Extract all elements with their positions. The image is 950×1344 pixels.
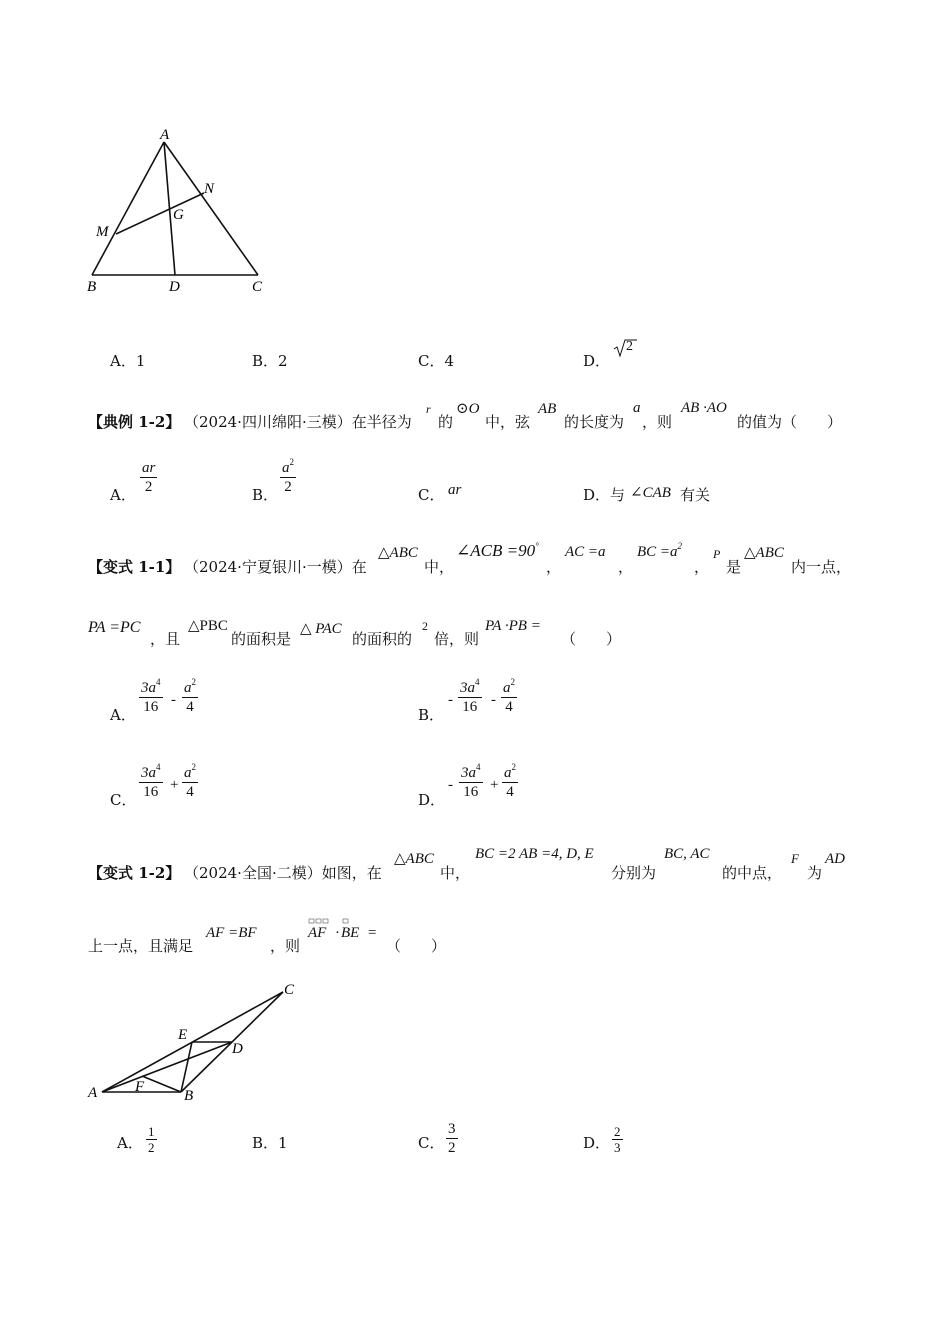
q2-pa-pc: PA =PC xyxy=(88,619,141,636)
q3-afbf: AF =BF xyxy=(206,925,257,941)
vector-label: BE xyxy=(341,925,360,941)
option-prefix: D． xyxy=(583,1134,611,1152)
q2-t2: 是 xyxy=(726,558,742,576)
vector-arrow-icon xyxy=(308,918,332,924)
numerator xyxy=(501,679,517,698)
numerator xyxy=(139,764,163,783)
fraction-1 xyxy=(458,679,482,716)
exponent: 4 xyxy=(475,677,480,687)
q2-ac: AC =a xyxy=(565,544,606,560)
degree-sign: ° xyxy=(535,541,539,551)
option-prefix: C． xyxy=(418,1134,445,1152)
label-E: E xyxy=(178,1027,188,1043)
q1-t2: 中，弦 xyxy=(485,413,531,431)
q3-t1: 中， xyxy=(440,864,471,882)
denominator: 16 xyxy=(463,784,479,800)
numerator xyxy=(139,679,163,698)
q2-comma3: ， xyxy=(694,558,710,576)
option-expr: ∠CAB xyxy=(630,485,671,501)
label-A: A xyxy=(160,127,170,143)
q2-comma1: ， xyxy=(546,558,562,576)
q2-t1: 中， xyxy=(424,558,455,576)
fraction-1 xyxy=(459,764,483,801)
option-prefix: D．与 xyxy=(583,486,626,504)
q2-stem-line2 xyxy=(88,612,868,648)
q0-option-b[interactable]: B．2 xyxy=(252,352,288,370)
numerator xyxy=(458,679,482,698)
label-C: C xyxy=(284,982,295,998)
denominator: 16 xyxy=(143,784,159,800)
q3-option-b[interactable]: B．1 xyxy=(252,1134,288,1152)
numerator xyxy=(182,679,198,698)
q3-source: （2024·全国·二模）如图，在 xyxy=(184,864,382,882)
numerator-base: 3a xyxy=(141,680,156,696)
numerator xyxy=(280,459,296,478)
denominator: 2 xyxy=(284,479,292,495)
fraction-2 xyxy=(182,679,198,716)
fraction-2 xyxy=(502,764,518,801)
q1-t3: 的长度为 xyxy=(564,413,625,431)
q1-source: （2024·四川绵阳·三模）在半径为 xyxy=(184,413,412,431)
q3-tri: △ABC xyxy=(394,851,434,867)
denominator: 16 xyxy=(143,699,159,715)
q2-option-c[interactable] xyxy=(110,763,260,811)
exponent: 2 xyxy=(511,762,516,772)
triangle-figure-2 xyxy=(80,975,310,1110)
q2-t4: ，且 xyxy=(150,630,181,648)
numerator-base: a xyxy=(504,765,512,781)
q1-r: r xyxy=(426,402,431,416)
exponent: 2 xyxy=(191,677,196,687)
q0-option-c[interactable]: C．4 xyxy=(418,352,455,370)
q2-t3: 内一点， xyxy=(791,558,852,576)
q2-source: （2024·宁夏银川·一模）在 xyxy=(184,558,367,576)
q1-a: a xyxy=(633,400,641,416)
denominator: 4 xyxy=(505,699,513,715)
operator: + xyxy=(490,777,499,793)
q0-option-d[interactable] xyxy=(583,338,643,370)
label-C: C xyxy=(252,279,263,295)
q2-tri: △ABC xyxy=(378,545,418,561)
label-F: F xyxy=(135,1079,145,1095)
triangle-figure-1 xyxy=(80,120,280,300)
numerator-base: 3a xyxy=(461,765,476,781)
q2-two: 2 xyxy=(422,619,428,633)
label-B: B xyxy=(184,1088,194,1104)
exponent: 2 xyxy=(289,457,294,467)
denominator: 2 xyxy=(448,1140,456,1156)
q3-stem-line1 xyxy=(88,845,868,881)
numerator-base: 3a xyxy=(141,765,156,781)
denominator: 16 xyxy=(462,699,478,715)
operator: - xyxy=(491,692,496,708)
option-suffix: 有关 xyxy=(680,486,711,504)
q2-t5: 的面积是 xyxy=(231,630,292,648)
q3-option-c[interactable] xyxy=(418,1120,478,1160)
q3-stem-line2 xyxy=(88,918,868,954)
q3-tag: 【变式 1-2】 xyxy=(88,864,181,882)
fraction-2 xyxy=(501,679,517,716)
equals-sign: = xyxy=(368,925,377,941)
bc-expr: BC =a xyxy=(637,544,678,560)
q2-pbc: △PBC xyxy=(188,618,228,634)
q2-pac: △ PAC xyxy=(300,621,342,637)
q1-t4: ，则 xyxy=(642,413,673,431)
fraction-2 xyxy=(182,764,198,801)
sqrt-symbol xyxy=(613,338,637,358)
q3-bcac: BC, AC xyxy=(664,846,710,862)
q3-option-d[interactable] xyxy=(583,1122,643,1162)
label-G: G xyxy=(173,207,184,223)
q2-bc xyxy=(637,541,683,561)
q2-comma2: ， xyxy=(618,558,634,576)
option-prefix: B． xyxy=(252,486,279,504)
q1-option-a[interactable] xyxy=(110,458,190,506)
q3-cond: BC =2 AB =4, D, E xyxy=(475,846,594,862)
vector-arrow-icon xyxy=(341,918,365,924)
exponent: 4 xyxy=(156,762,161,772)
label-D: D xyxy=(232,1041,243,1057)
q2-t8: （ ） xyxy=(561,630,622,648)
denominator: 2 xyxy=(144,479,153,495)
numerator xyxy=(182,764,198,783)
q3-option-a[interactable] xyxy=(117,1122,177,1162)
numerator-base: a xyxy=(184,680,192,696)
option-prefix: C． xyxy=(110,791,137,809)
option-prefix: A． xyxy=(117,1134,143,1152)
q2-t6: 的面积的 xyxy=(352,630,413,648)
numerator-base: a xyxy=(503,680,511,696)
q3-t2: 分别为 xyxy=(611,864,657,882)
q2-t7: 倍，则 xyxy=(434,630,480,648)
numerator xyxy=(459,764,483,783)
q3-t3: 的中点， xyxy=(722,864,783,882)
numerator: 2 xyxy=(614,1124,621,1139)
q1-t5: 的值为（ ） xyxy=(737,413,843,431)
segment-FB xyxy=(142,1076,181,1092)
label-A: A xyxy=(88,1085,98,1101)
label-N: N xyxy=(204,181,215,197)
option-expr: ar xyxy=(448,482,462,498)
q1-t1: 的 xyxy=(438,413,454,431)
vector-be xyxy=(341,918,365,948)
numerator: 1 xyxy=(148,1124,155,1139)
numerator-base: 3a xyxy=(460,680,475,696)
denominator: 4 xyxy=(186,699,194,715)
fraction xyxy=(280,459,296,496)
exponent: 2 xyxy=(191,762,196,772)
dot-operator: · xyxy=(335,925,340,941)
q1-option-c[interactable] xyxy=(418,480,498,504)
q1-expr: AB ·AO xyxy=(681,400,727,416)
vector-label: AF xyxy=(308,925,327,941)
label-M: M xyxy=(96,224,109,240)
q0-option-a[interactable]: A．1 xyxy=(110,352,146,370)
numerator: 3 xyxy=(448,1121,456,1137)
q3-line2: 上一点，且满足 xyxy=(88,937,194,955)
q1-ab: AB xyxy=(538,401,557,417)
q3-f: F xyxy=(791,851,799,866)
segment-MN xyxy=(116,193,204,234)
denominator: 2 xyxy=(148,1140,155,1155)
q2-p: P xyxy=(713,547,721,561)
q1-circle: ⊙O xyxy=(456,401,480,417)
q2-option-b[interactable] xyxy=(418,678,568,726)
denominator: 3 xyxy=(614,1140,621,1155)
q1-option-d[interactable] xyxy=(583,480,743,504)
q1-tag: 【典例 1-2】 xyxy=(88,413,181,431)
angle-expr: ∠ACB =90 xyxy=(456,541,536,560)
vector-af xyxy=(308,918,332,948)
q2-tri2: △ABC xyxy=(744,545,784,561)
exponent: 4 xyxy=(156,677,161,687)
q3-t5: ，则 xyxy=(270,937,301,955)
q3-t4: 为 xyxy=(807,864,823,882)
q2-angle xyxy=(456,541,539,561)
label-B: B xyxy=(87,279,97,295)
numerator-base: a xyxy=(282,460,290,476)
numerator: ar xyxy=(142,460,156,476)
sign: - xyxy=(448,777,453,793)
q1-stem xyxy=(88,398,868,434)
numerator-base: a xyxy=(184,765,192,781)
q3-ad: AD xyxy=(825,851,845,867)
exponent: 2 xyxy=(677,541,683,551)
option-prefix: A． xyxy=(110,486,136,504)
sqrt-radicand: 2 xyxy=(626,339,633,354)
option-prefix: D． xyxy=(583,352,611,370)
q2-option-a[interactable] xyxy=(110,678,260,726)
denominator: 4 xyxy=(186,784,194,800)
fraction xyxy=(140,459,157,496)
operator: - xyxy=(171,692,176,708)
sign: - xyxy=(448,692,453,708)
option-prefix: C． xyxy=(418,486,445,504)
q1-option-b[interactable] xyxy=(252,458,332,506)
option-prefix: A． xyxy=(110,706,136,724)
q2-option-d[interactable] xyxy=(418,763,568,811)
segment-AD xyxy=(102,1042,232,1092)
fraction xyxy=(612,1124,623,1155)
fraction xyxy=(446,1120,458,1157)
label-D: D xyxy=(169,279,180,295)
side-AB xyxy=(92,142,164,275)
exponent: 4 xyxy=(476,762,481,772)
segment-BE xyxy=(181,1042,192,1092)
q2-tag: 【变式 1-1】 xyxy=(88,558,181,576)
fraction-1 xyxy=(139,679,163,716)
numerator xyxy=(502,764,518,783)
operator: + xyxy=(170,777,179,793)
option-prefix: B． xyxy=(418,706,445,724)
exponent: 2 xyxy=(510,677,515,687)
fraction-1 xyxy=(139,764,163,801)
fraction xyxy=(146,1124,157,1155)
q2-dot: PA ·PB = xyxy=(485,618,541,634)
radical-sign-icon xyxy=(613,338,637,358)
option-prefix: D． xyxy=(418,791,446,809)
denominator: 4 xyxy=(506,784,514,800)
q2-stem-line1 xyxy=(88,540,868,576)
q3-t6: （ ） xyxy=(386,937,447,955)
